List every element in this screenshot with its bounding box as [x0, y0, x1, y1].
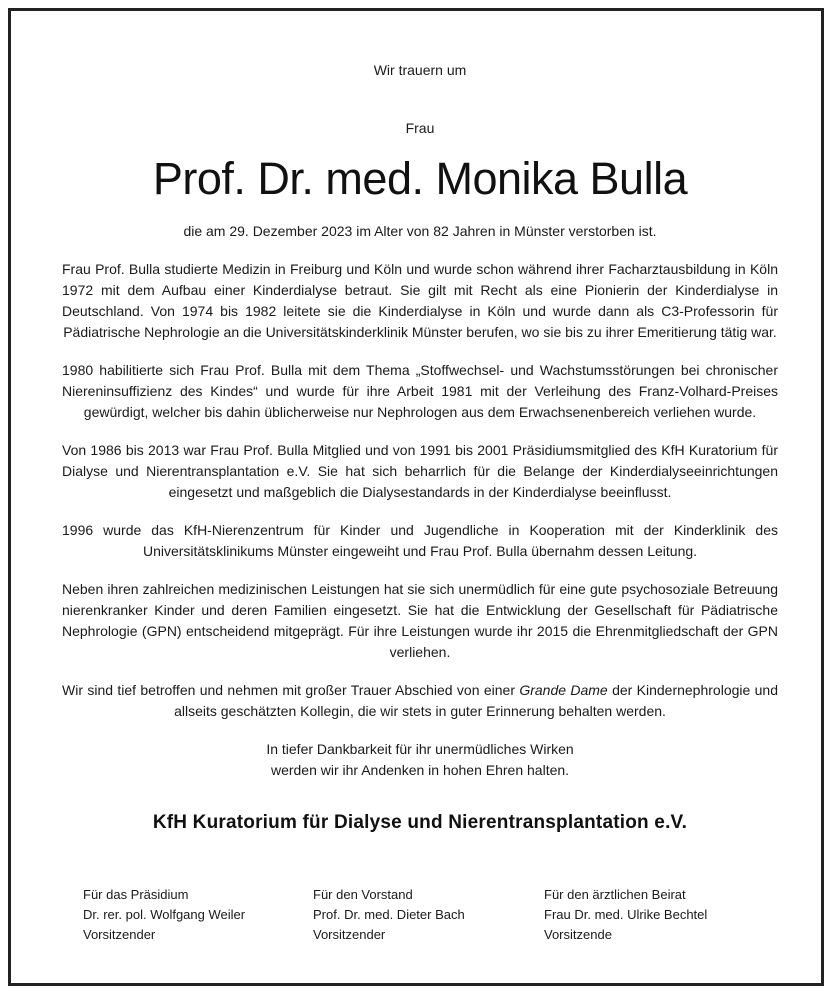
signature-person: Dr. rer. pol. Wolfgang Weiler: [83, 907, 246, 922]
death-statement: die am 29. Dezember 2023 im Alter von 82 Jahren in Münster verstorben ist.: [183, 223, 657, 239]
signature-board: [313, 885, 465, 945]
obituary-notice: [62, 60, 778, 835]
paragraph-farewell: [62, 680, 778, 722]
paragraph-habilitation: 1980 habilitierte sich Frau Prof. Bulla mit dem Thema „Stoffwechsel- und Wachstumsstörungen bei chronischer Niereninsuffizienz des Kindes“ und wurde für ihre Arbeit 1981 mit der Verleihung des Franz-Volhard-Preises gewürdigt, welcher bis dahin üblicherweise nur Nephrologen aus dem Erwachsenenbereich verliehen wurde.: [62, 362, 778, 420]
intro-line: Wir trauern um: [373, 62, 467, 78]
deceased-name: Prof. Dr. med. Monika Bulla: [152, 153, 688, 204]
farewell-emphasis: Grande Dame: [519, 682, 608, 698]
paragraph-kfh-membership: Von 1986 bis 2013 war Frau Prof. Bulla Mitglied und von 1991 bis 2001 Präsidiumsmitglied des KfH Kuratorium für Dialyse und Nierentransplantation e.V. Sie hat sich beharrlich für die Belange der Kinderdialyseeinrichtungen eingesetzt und maßgeblich die Dialysestandards in der Kinderdialyse beeinflusst.: [62, 442, 778, 500]
gratitude-statement: [62, 739, 778, 781]
signature-person: Frau Dr. med. Ulrike Bechtel: [544, 907, 708, 922]
farewell-text-start: Wir sind tief betroffen und nehmen mit großer Trauer Abschied von einer: [62, 682, 520, 698]
signature-role: Vorsitzender: [313, 927, 386, 942]
signature-body: Für den ärztlichen Beirat: [544, 887, 686, 902]
signature-medical-council: [544, 885, 707, 945]
farewell-text-end: der Kindernephrologie und allseits geschätzten Kollegin, die wir stets in guter Erinnerung behalten werden.: [174, 682, 778, 719]
signature-role: Vorsitzender: [83, 927, 156, 942]
paragraph-kidney-center: 1996 wurde das KfH-Nierenzentrum für Kinder und Jugendliche in Kooperation mit der Kinderklinik des Universitätsklinikums Münster eingeweiht und Frau Prof. Bulla übernahm dessen Leitung.: [62, 522, 778, 559]
signature-body: Für den Vorstand: [313, 887, 413, 902]
organization-name: KfH Kuratorium für Dialyse und Nierentransplantation e.V.: [152, 812, 688, 833]
signature-role: Vorsitzende: [544, 927, 612, 942]
signature-person: Prof. Dr. med. Dieter Bach: [313, 907, 465, 922]
salutation: Frau: [405, 120, 435, 136]
gratitude-line-1: In tiefer Dankbarkeit für ihr unermüdliches Wirken: [266, 741, 574, 757]
gratitude-line-2: werden wir ihr Andenken in hohen Ehren halten.: [270, 762, 570, 778]
signature-body: Für das Präsidium: [83, 887, 189, 902]
paragraph-achievements: Neben ihren zahlreichen medizinischen Leistungen hat sie sich unermüdlich für eine gute psychosoziale Betreuung nierenkranker Kinder und deren Familien eingesetzt. Sie hat die Entwicklung der Gesellschaft für Pädiatrische Nephrologie (GPN) entscheidend mitgeprägt. Für ihre Leistungen wurde ihr 2015 die Ehrenmitgliedschaft der GPN verliehen.: [62, 581, 778, 660]
paragraph-career: Frau Prof. Bulla studierte Medizin in Freiburg und Köln und wurde schon während ihrer Facharztausbildung in Köln 1972 mit dem Aufbau einer Kinderdialyse betraut. Sie gilt mit Recht als eine Pionierin der Kinderdialyse in Deutschland. Von 1974 bis 1982 leitete sie die Kinderdialyse in Köln und wurde dann als C3-Professorin für Pädiatrische Nephrologie an die Universitätskinderklinik Münster berufen, wo sie bis zu ihrer Emeritierung tätig war.: [62, 261, 778, 340]
signature-presidium: [83, 885, 245, 945]
